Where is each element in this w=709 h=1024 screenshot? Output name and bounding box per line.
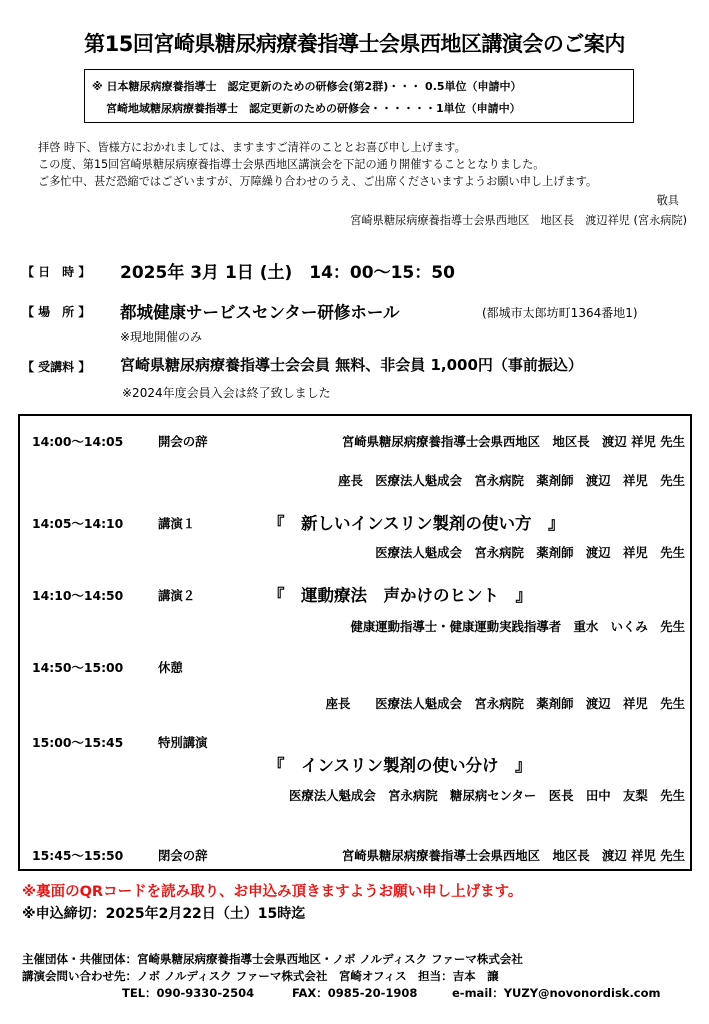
letter-line-1: 拝啓 時下、皆様方におかれましては、ますますご清祥のこととお喜び申し上げます。: [38, 141, 466, 154]
program-chair-1: 座長 医療法人魁成会 宮永病院 薬剤師 渡辺 祥児 先生: [338, 473, 685, 488]
fee-label: 【 受講料 】: [22, 360, 91, 374]
program-time-2: 14:05～14:10: [32, 516, 124, 531]
page-title: 第15回宮崎県糖尿病療養指導士会県西地区講演会のご案内: [84, 32, 625, 56]
venue-note: ※現地開催のみ: [120, 330, 203, 344]
footer-contact: 講演会問い合わせ先：ノボ ノルディスク ファーマ株式会社 宮崎オフィス 担当：吉本 譲: [22, 969, 499, 983]
footer-fax: FAX：0985-20-1908: [292, 986, 418, 1000]
footer-organizer: 主催団体・共催団体：宮崎県糖尿病療養指導士会県西地区・ノボ ノルディスク ファーマ株式会社: [22, 952, 523, 966]
date-label: 【 日 時 】: [22, 265, 91, 279]
program-item-4: 休憩: [158, 660, 183, 675]
program-time-5: 15:00～15:45: [32, 735, 124, 750]
lecture-title-1: 『 新しいインスリン製剤の使い方 』: [268, 514, 565, 533]
program-time-3: 14:10～14:50: [32, 588, 124, 603]
letter-closing: 敬具: [656, 194, 679, 207]
program-item-2: 講演１: [158, 516, 196, 531]
deadline: ※申込締切：2025年2月22日（土）15時迄: [22, 906, 306, 922]
qr-notice: ※裏面のQRコードを読み取り、お申込み頂きますようお願い申し上げます。: [22, 884, 523, 900]
fee-note: ※2024年度会員入会は終了致しました: [122, 386, 331, 400]
fee-value: 宮崎県糖尿病療養指導士会会員 無料、非会員 1,000円（事前振込）: [120, 356, 583, 374]
venue-value: 都城健康サービスセンター研修ホール: [120, 303, 400, 322]
letter-signature: 宮崎県糖尿病療養指導士会県西地区 地区長 渡辺祥児 (宮永病院): [350, 214, 687, 227]
program-speaker-3: 医療法人魁成会 宮永病院 糖尿病センター 医長 田中 友梨 先生: [288, 788, 685, 803]
lecture-title-2: 『 運動療法 声かけのヒント 』: [268, 586, 532, 605]
date-value: 2025年 3月 1日 (土) 14：00～15：50: [120, 263, 455, 283]
program-person-6: 宮崎県糖尿病療養指導士会県西地区 地区長 渡辺 祥児 先生: [341, 848, 685, 863]
program-item-1: 開会の辞: [158, 434, 208, 449]
program-time-6: 15:45～15:50: [32, 848, 124, 863]
venue-label: 【 場 所 】: [22, 305, 91, 319]
special-lecture-title: 『 インスリン製剤の使い分け 』: [268, 756, 532, 775]
program-item-5: 特別講演: [158, 735, 208, 750]
venue-address: (都城市太郎坊町1364番地1): [482, 306, 638, 320]
footer-tel: TEL：090-9330-2504: [122, 986, 255, 1000]
credit-line-1: ※ 日本糖尿病療養指導士 認定更新のための研修会(第2群)・・・ 0.5単位（申請中）: [92, 80, 522, 93]
program-item-6: 閉会の辞: [158, 848, 208, 863]
footer-email: e-mail：YUZY@novonordisk.com: [452, 986, 661, 1000]
program-time-1: 14:00～14:05: [32, 434, 124, 449]
letter-line-3: ご多忙中、甚だ恐縮ではございますが、万障繰り合わせのうえ、ご出席くださいますようお願い申し上げます。: [38, 175, 598, 188]
program-speaker-1: 医療法人魁成会 宮永病院 薬剤師 渡辺 祥児 先生: [375, 545, 685, 560]
letter-line-2: この度、第15回宮崎県糖尿病療養指導士会県西地区講演会を下記の通り開催することとなりました。: [38, 158, 545, 171]
program-person-1: 宮崎県糖尿病療養指導士会県西地区 地区長 渡辺 祥児 先生: [341, 434, 685, 449]
credit-line-2: 宮崎地域糖尿病療養指導士 認定更新のための研修会・・・・・・1単位（申請中）: [106, 102, 521, 115]
program-chair-2: 座長 医療法人魁成会 宮永病院 薬剤師 渡辺 祥児 先生: [325, 696, 685, 711]
program-speaker-2: 健康運動指導士・健康運動実践指導者 重水 いくみ 先生: [350, 619, 685, 634]
program-item-3: 講演２: [158, 588, 196, 603]
program-time-4: 14:50～15:00: [32, 660, 124, 675]
